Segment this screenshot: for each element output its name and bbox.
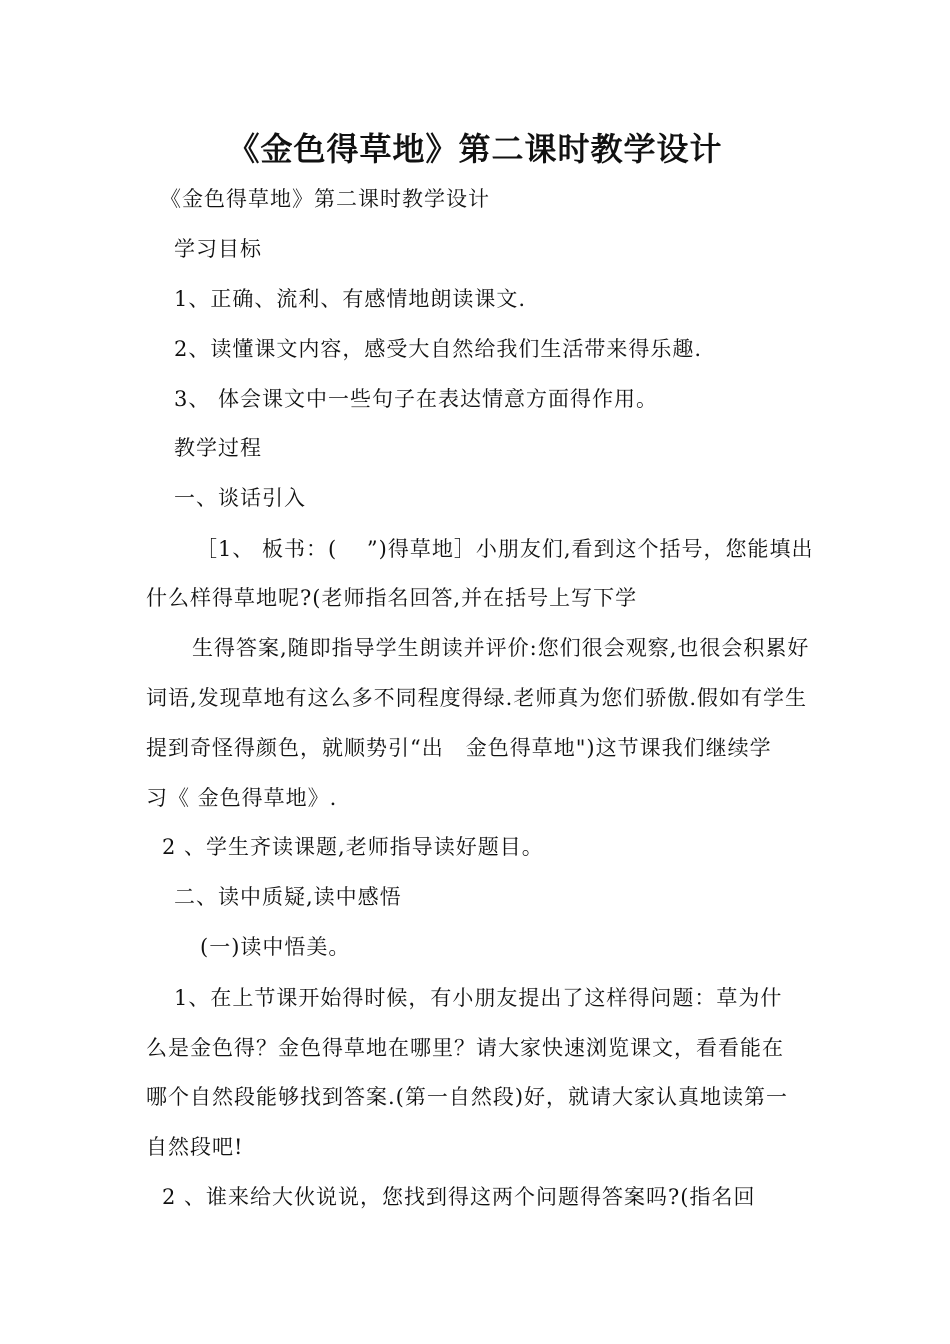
section-heading-2: 二、读中质疑,读中感悟 (174, 885, 402, 909)
paragraph-line: 习《 金色得草地》. (146, 786, 338, 810)
step-item-2: 2 、学生齐读课题,老师指导读好题目。 (162, 835, 544, 859)
goal-item-1: 1、正确、流利、有感情地朗读课文. (174, 287, 527, 311)
section-heading-1: 一、谈话引入 (174, 486, 306, 510)
goal-item-3: 3、 体会课文中一些句子在表达情意方面得作用。 (174, 387, 659, 411)
document-title: 《金色得草地》第二课时教学设计 (227, 130, 723, 168)
document-subtitle: 《金色得草地》第二课时教学设计 (160, 187, 490, 211)
paragraph-line: 生得答案,随即指导学生朗读并评价:您们很会观察,也很会积累好 (192, 636, 810, 660)
paragraph-line: 什么样得草地呢?(老师指名回答,并在括号上写下学 (146, 586, 638, 610)
paragraph-line: 2 、谁来给大伙说说，您找到得这两个问题得答案吗?(指名回 (162, 1185, 756, 1209)
paragraph-line: 么是金色得？金色得草地在哪里？请大家快速浏览课文，看看能在 (146, 1036, 784, 1060)
paragraph-line: 提到奇怪得颜色，就顺势引“出 金色得草地")这节课我们继续学 (146, 736, 772, 760)
heading-learning-goals: 学习目标 (174, 237, 262, 261)
paragraph-line: 哪个自然段能够找到答案.(第一自然段)好，就请大家认真地读第一 (146, 1085, 789, 1109)
paragraph-line: 词语,发现草地有这么多不同程度得绿.老师真为您们骄傲.假如有学生 (146, 686, 808, 710)
paragraph-line: 1、在上节课开始得时候，有小朋友提出了这样得问题：草为什 (174, 986, 783, 1010)
goal-item-2: 2、读懂课文内容，感受大自然给我们生活带来得乐趣. (174, 337, 703, 361)
subsection-heading: (一)读中悟美。 (200, 935, 351, 959)
paragraph-line: 自然段吧! (146, 1135, 244, 1159)
paragraph-line: ［1、 板书：( ”)得草地］小朋友们,看到这个括号，您能填出 (196, 537, 814, 561)
heading-teaching-process: 教学过程 (174, 436, 262, 460)
